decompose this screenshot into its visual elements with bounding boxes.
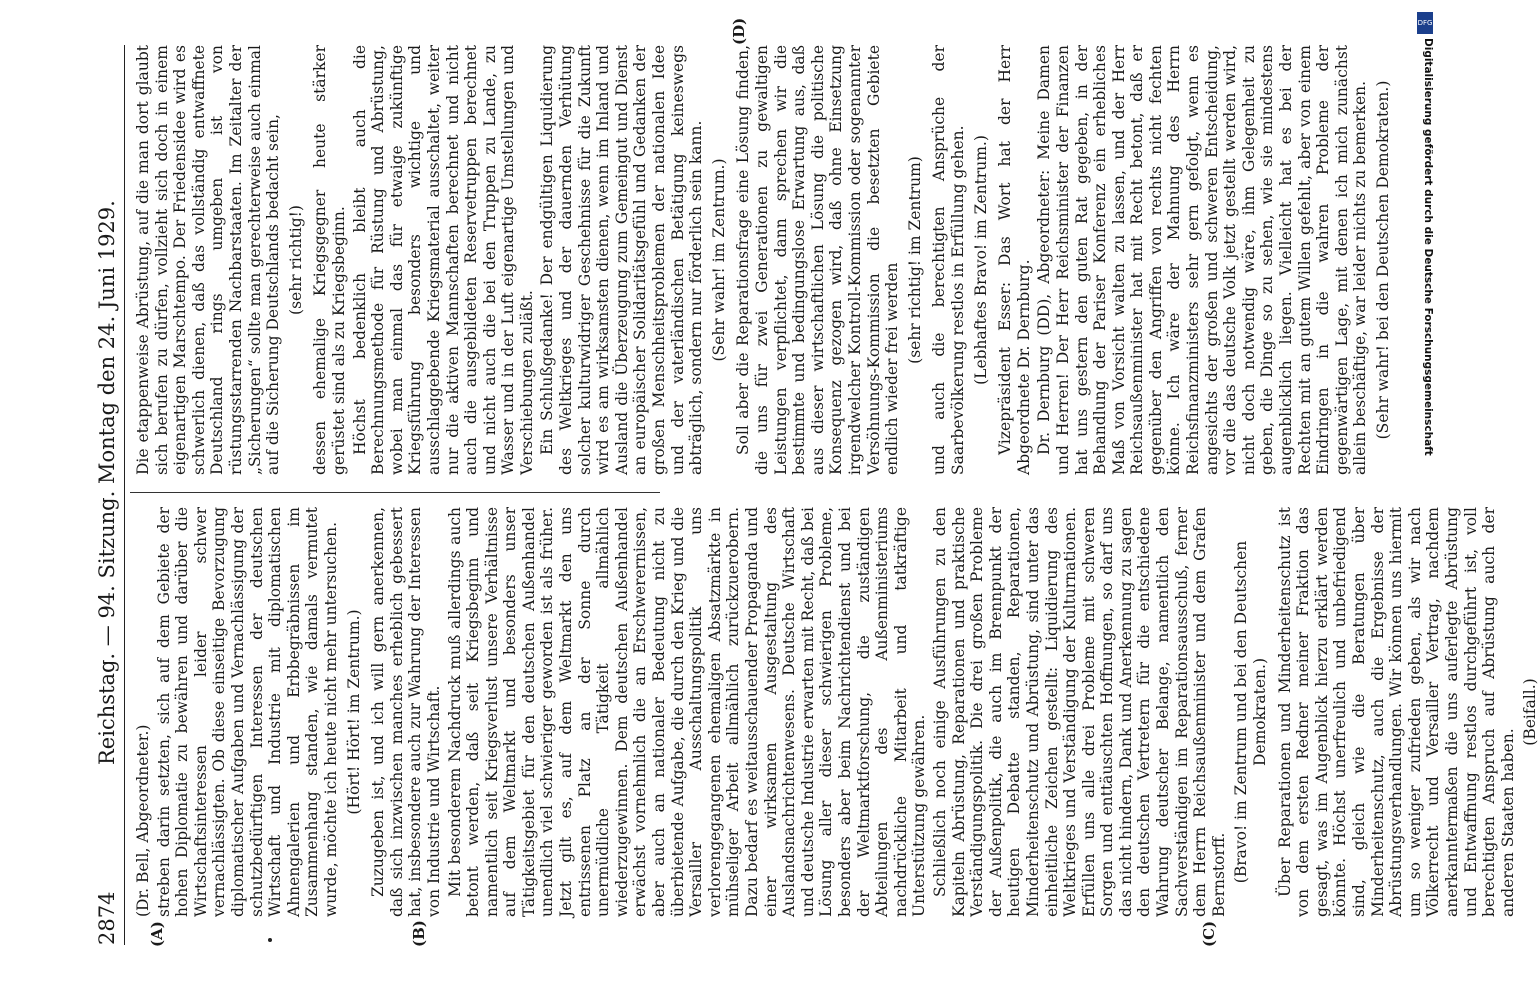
paragraph: Mit besonderem Nachdruck muß allerdings auch betont werden, daß seit Kriegsbeginn und namentlich seit Kriegsverlust unsere Verhältnisse auf dem Weltmarkt und besonders unser Tätigkeitsgebiet für den deutschen Außenhandel unendlich viel schwieriger geworden ist als früher. Jetzt gilt es, auf dem Weltmarkt den uns entrissenen Platz an der Sonne durch unermüdliche Tätigkeit allmählich wiederzugewinnen. Dem deutschen Außenhandel erwächst vornehmlich die an Erschwerernissen, aber auch an nationaler Bedeutung nicht zu überbietende Aufgabe, die durch den Krieg und die Versailler Ausschaltungspolitik uns verlorengegangenen ehemaligen Absatzmärkte in mühseliger Arbeit allmählich zurückzuerobern. Dazu bedarf es weitausschauender Propaganda und einer wirksamen Ausgestaltung des Auslandsnachrichtenwesens. Deutsche Wirtschaft und deutsche Industrie erwarten mit Recht, daß bei Lösung aller dieser schwierigen Probleme, besonders aber beim Nachrichtendienst und bei der Weltmarktforschung, die zuständigen Abteilungen des Außenministeriums nachdrückliche Mitarbeit und tatkräftige Unterstützung gewähren. bbox=[445, 507, 929, 917]
interjection: (sehr richtig!) bbox=[286, 205, 305, 315]
left-text-column bbox=[134, 507, 1540, 945]
presiding-statement: Vizepräsident Esser: Das Wort hat der Herr Abgeordnete Dr. Dernburg. bbox=[996, 45, 1033, 475]
interjection: (Hört! Hört! im Zentrum.) bbox=[344, 609, 363, 815]
paragraph: Die etappenweise Abrüstung, auf die man dort glaubt sich berufen zu dürfen, vollzieht sich doch in einem eigenartigen Marschtempo. Der Friedensidee wird es schwerlich dienen, daß das vollständig entwaffnete Deutschland rings umgeben ist von rüstungsstarrenden Nachbarstaaten. Im Zeitalter der „Sicherungen“ sollte man gerechterweise auch einmal auf die Sicherung Deutschlands bedacht sein, bbox=[134, 45, 283, 475]
paragraph: Höchst bedenklich bleibt auch die Berechnungsmethode für Rüstung und Abrüstung, wobei man einmal das für etwaige zukünftige Kriegsführung besonders wichtige und ausschlaggebende Kriegsmaterial ausschaltet, weiter nur die aktiven Mannschaften berechnet und nicht auch die ausgebildeten Reservetruppen berechnet und nicht auch die bei den Truppen zu Lande, zu Wasser und in der Luft eigenartige Umstellungen und Verschiebungen zuläßt. bbox=[350, 45, 536, 475]
margin-letter-b: (B) bbox=[410, 920, 428, 947]
speaker-continuation: (Dr. Bell, Abgeordneter.) bbox=[134, 724, 152, 917]
paragraph: Ein Schlußgedanke! Der endgültigen Liquidierung des Weltkrieges und der dauernden Verhütung solcher kulturwidriger Geschehnisse für die Zukunft wird es am wirksamsten dienen, wenn im Inland und Ausland die Überzeugung zum Gemeingut und Dienst an europäischer Solidaritätsgefühl und Gedanken der großen Menschheitsproblemen der nationalen Idee und der vaterländischen Betätigung keineswegs abträglich, sondern nur förderlich sein kann. bbox=[538, 45, 706, 475]
paragraph: Über Reparationen und Minderheitenschutz ist von dem ersten Redner meiner Fraktion das gesagt, was im Augenblick hierzu erklärt werden könnte. Höchst unerfreulich und unbefriedigend sind, gleich wie die Beratungen über Minderheitenschutz, auch die Ergebnisse der Abrüstungsverhandlungen. Wir können uns hiermit um so weniger zufrieden geben, als wir nach Völkerrecht und Versailler Vertrag, nachdem anerkanntermaßen die uns auferlegte Abrüstung und Entwaffnung restlos durchgeführt ist, voll berechtigten Anspruch auf Abrüstung auch der anderen Staaten haben. bbox=[1275, 507, 1517, 917]
speech-paragraph: Dr. Dernburg (DD), Abgeordneter: Meine Damen und Herren! Der Herr Reichsminister der Finanzen hat uns gestern den guten Rat gegeben, in der Behandlung der Pariser Konferenz ein erhebliches Maß von Vorsicht walten zu lassen, und der Herr Reichsaußenminister hat mit Recht betont, daß er gegenüber den Angriffen von rechts nicht fechten könne. Ich wäre der Mahnung des Herrn Reichsfinanzministers sehr gern gefolgt, wenn es angesichts der großen und schweren Entscheidung, vor die das deutsche Volk jetzt gestellt werden wird, nicht doch notwendig wäre, ihm Gelegenheit zu geben, die Dinge so zu sehen, wie sie mindestens augenblicklich liegen. Vielleicht hat es bei der Rechten mit an gutem Willen gefehlt, aber von einem Eindringen in die wahren Probleme der gegenwärtigen Lage, mit denen ich mich zunächst allein beschäftige, war leider nichts zu bemerken. bbox=[1035, 45, 1370, 475]
interjection: (Sehr wahr! im Zentrum.) bbox=[709, 158, 728, 362]
interjection: (Bravo! im Zentrum und bei den Deutschen Demokraten.) bbox=[1232, 540, 1270, 884]
interjection: (Lebhaftes Bravo! im Zentrum.) bbox=[971, 135, 990, 385]
paragraph: streben darin setzten, sich auf dem Gebiete der hohen Diplomatie zu bewähren und darüber die Wirtschaftsinteressen leider schwer vernachlässigten. Ob diese einseitige Bevorzugung diplomatischer Aufgaben und Vernachlässigung der schutzbedürftigen Interessen der deutschen Wirtschaft und Industrie mit diplomatischen Ahnengalerien und Erbbegräbnissen im Zusammenhang standen, wie damals vermutet wurde, möchte ich heute nicht mehr untersuchen. bbox=[154, 507, 340, 917]
page-number: 2874 bbox=[95, 891, 119, 945]
paragraph: Soll aber die Reparationsfrage eine Lösung finden, die uns für zwei Generationen zu gewaltigen Leistungen verpflichtet, dann sprechen wir die bestimmte und bedingungslose Erwartung aus, daß aus dieser wirtschaftlichen Lösung die politische Konsequenz gezogen wird, daß ohne Einsetzung irgendwelcher Kontroll-Kommission oder sogenannter Versöhnungs-Kommission die besetzten Gebiete endlich wieder frei werden bbox=[734, 45, 902, 475]
margin-letter-c: (C) bbox=[1200, 920, 1218, 947]
column-rule bbox=[130, 492, 660, 493]
header-title: Reichstag. — 94. Sitzung. Montag den 24. Juni 1929. bbox=[95, 200, 119, 765]
paragraph: und auch die berechtigten Ansprüche der Saarbevölkerung restlos in Erfüllung gehen. bbox=[930, 45, 967, 475]
margin-letter-d: (D) bbox=[730, 17, 748, 45]
digitization-stamp bbox=[1416, 8, 1434, 998]
margin-letter-a: (A) bbox=[148, 921, 166, 947]
right-text-column bbox=[134, 45, 1392, 475]
ink-dot bbox=[268, 938, 272, 942]
paragraph: Schließlich noch einige Ausführungen zu den Kapiteln Abrüstung, Reparationen und praktische Verständigungspolitik. Die drei großen Probleme der Außenpolitik, die auch im Brennpunkt der heutigen Debatte standen, Reparationen, Minderheitenschutz und Abrüstung, sind unter das einheitliche Zeichen gestellt: Liquidierung des Weltkrieges und Verständigung der Kulturnationen. Erfüllen uns alle drei Probleme mit schweren Sorgen und enttäuschten Hoffnungen, so darf uns das nicht hindern, Dank und Anerkennung zu sagen den deutschen Vertretern für die entschiedene Wahrung deutscher Belange, namentlich den Sachverständigen im Reparationsausschuß, ferner dem Herrn Reichsaußenminister und dem Grafen Bernstorff. bbox=[930, 507, 1228, 917]
interjection: (Beifall.) bbox=[1521, 678, 1540, 746]
stamp-text: Digitalisierung gefördert durch die Deutsche Forschungsgemeinschaft bbox=[1422, 38, 1434, 456]
paragraph: dessen ehemalige Kriegsgegner heute stärker gerüstet sind als zu Kriegsbeginn. bbox=[311, 45, 348, 475]
running-header bbox=[90, 45, 125, 945]
interjection: (Sehr wahr! bei den Deutschen Demokraten.) bbox=[1374, 80, 1392, 440]
interjection: (sehr richtig! im Zentrum) bbox=[905, 156, 924, 364]
dfg-logo: DFG bbox=[1417, 12, 1433, 34]
paragraph: Zuzugeben ist, und ich will gern anerkennen, daß sich inzwischen manches erheblich gebessert hat, insbesondere auch zur Wahrung der Interessen von Industrie und Wirtschaft. bbox=[369, 507, 443, 917]
